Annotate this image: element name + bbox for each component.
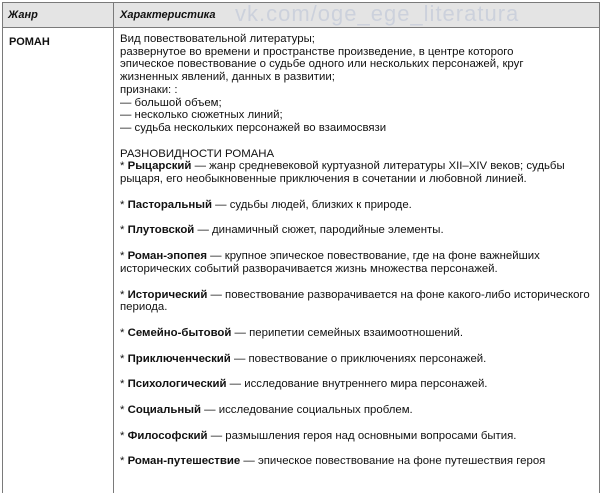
- variety-item: [120, 378, 598, 391]
- characteristics-cell: [120, 33, 598, 468]
- variety-description: — размышления героя над основными вопросами бытия.: [207, 429, 517, 442]
- variety-name: Исторический: [127, 288, 208, 301]
- variety-item: [120, 353, 598, 366]
- variety-name: Роман-эпопея: [127, 250, 208, 263]
- definition-line: — большой объем;: [120, 96, 222, 109]
- variety-name: Приключенческий: [127, 352, 231, 365]
- variety-item: [120, 455, 598, 468]
- variety-item: [120, 404, 598, 417]
- bullet-marker: *: [120, 288, 128, 301]
- variety-item: [120, 224, 598, 237]
- bullet-marker: *: [120, 250, 128, 263]
- watermark-text: vk.com/oge_ege_literatura: [235, 1, 520, 26]
- bullet-marker: *: [120, 224, 128, 237]
- variety-description: — повествование разворачивается на фоне какого-либо исторического периода.: [120, 288, 590, 314]
- definition-line: жизненных явлений, данных в развитии;: [120, 71, 335, 84]
- variety-description: — жанр средневековой куртуазной литературы XII–XIV веков; судьбы рыцаря, его необыкновенные приключения в сочетании и любовной линией.: [120, 160, 565, 186]
- variety-description: — повествование о приключениях персонажей.: [230, 352, 487, 365]
- genre-cell: РОМАН: [9, 36, 50, 48]
- column-header-characteristics: Характеристика: [120, 9, 216, 21]
- variety-name: Семейно-бытовой: [127, 326, 232, 339]
- bullet-marker: *: [120, 352, 128, 365]
- bullet-marker: *: [120, 429, 128, 442]
- bullet-marker: *: [120, 198, 128, 211]
- varieties-title: РАЗНОВИДНОСТИ РОМАНА: [120, 147, 275, 160]
- variety-name: Роман-путешествие: [127, 455, 241, 468]
- bullet-marker: *: [120, 326, 128, 339]
- variety-description: — перипетии семейных взаимоотношений.: [231, 326, 464, 339]
- variety-item: [120, 289, 598, 314]
- variety-name: Психологический: [127, 378, 227, 391]
- definition-line: эпическое повествование о судьбе одного или нескольких персонажей, круг: [120, 58, 524, 71]
- variety-name: Пасторальный: [127, 198, 212, 211]
- definition-line: признаки: :: [120, 83, 178, 96]
- variety-name: Плутовской: [127, 224, 195, 237]
- variety-description: — эпическое повествование на фоне путешествия героя: [240, 455, 546, 468]
- variety-item: [120, 327, 598, 340]
- variety-description: — исследование социальных проблем.: [200, 404, 413, 417]
- genre-table: [2, 2, 600, 493]
- bullet-marker: *: [120, 160, 128, 173]
- bullet-marker: *: [120, 378, 128, 391]
- variety-item: [120, 250, 598, 275]
- variety-description: — динамичный сюжет, пародийные элементы.: [194, 224, 444, 237]
- definition-line: — несколько сюжетных линий;: [120, 109, 283, 122]
- column-header-genre: Жанр: [8, 9, 38, 21]
- variety-name: Рыцарский: [127, 160, 192, 173]
- definition-line: — судьба нескольких персонажей во взаимосвязи: [120, 121, 387, 134]
- table-header-row: [3, 3, 599, 28]
- column-divider: [113, 3, 114, 493]
- variety-item: [120, 199, 598, 212]
- variety-name: Социальный: [127, 404, 201, 417]
- variety-description: — крупное эпическое повествование, где на фоне важнейших исторических событий разворачивается жизнь множества персонажей.: [120, 250, 540, 275]
- variety-description: — судьбы людей, близких к природе.: [212, 198, 412, 211]
- variety-item: [120, 160, 598, 185]
- definition-line: Вид повествовательной литературы;: [120, 33, 315, 45]
- bullet-marker: *: [120, 404, 128, 417]
- bullet-marker: *: [120, 455, 128, 468]
- variety-name: Философский: [127, 429, 208, 442]
- variety-item: [120, 430, 598, 443]
- definition-line: развернутое во времени и пространстве произведение, в центре которого: [120, 45, 514, 58]
- variety-description: — исследование внутреннего мира персонажей.: [226, 378, 488, 391]
